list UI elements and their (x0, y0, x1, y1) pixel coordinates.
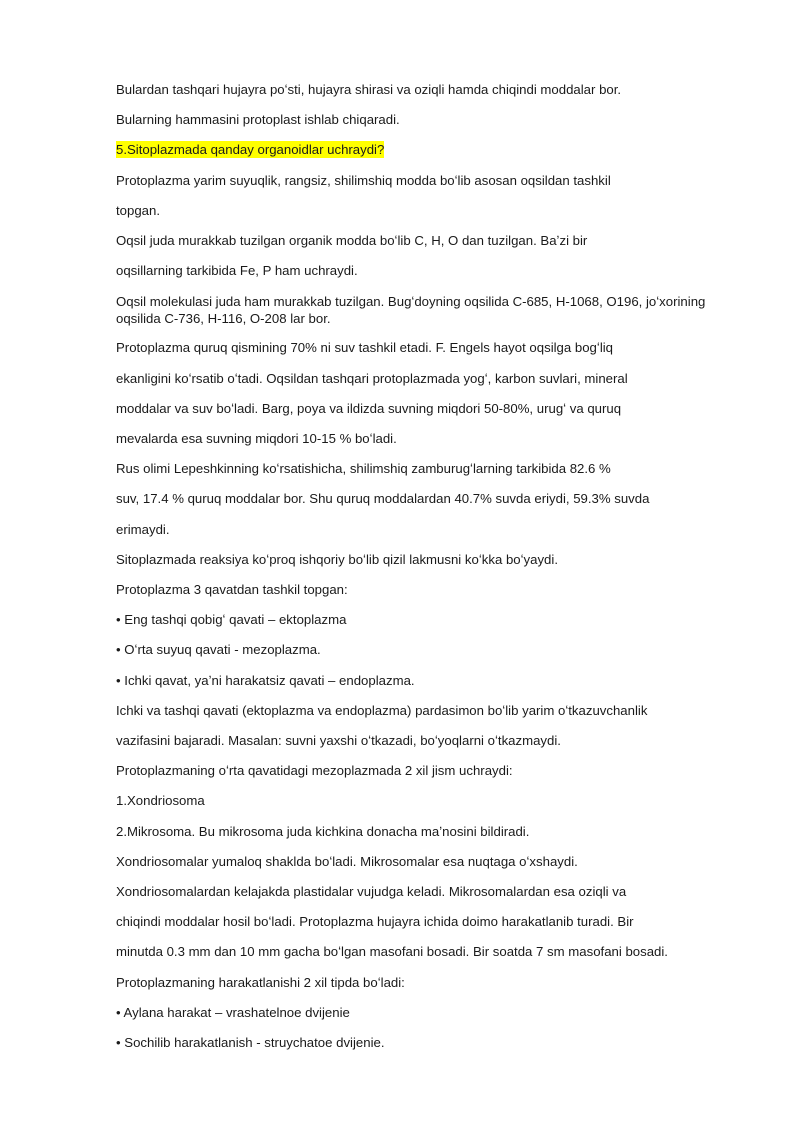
text-line: Protoplazma 3 qavatdan tashkil topgan: (116, 582, 348, 598)
numbered-item: 1.Xondriosoma (116, 793, 205, 809)
highlighted-text: 5.Sitoplazmada qanday organoidlar uchraydi? (116, 142, 385, 158)
text-line: Ichki va tashqi qavati (ektoplazma va endoplazma) pardasimon boʻlib yarim oʻtkazuvchanlik (116, 702, 648, 718)
text-line: Sitoplazmada reaksiya koʻproq ishqoriy boʻlib qizil lakmusni koʻkka boʻyaydi. (116, 551, 558, 567)
text-line: Protoplazma quruq qismining 70% ni suv tashkil etadi. F. Engels hayot oqsilga bogʻliq (116, 340, 614, 356)
text-line: minutda 0.3 mm dan 10 mm gacha boʻlgan masofani bosadi. Bir soatda 7 sm masofani bosadi. (116, 944, 668, 960)
text-line: Oqsil juda murakkab tuzilgan organik modda boʻlib C, H, O dan tuzilgan. Baʼzi bir (116, 233, 588, 249)
text-line: ekanligini koʻrsatib oʻtadi. Oqsildan tashqari protoplazmada yogʻ, karbon suvlari, mineral (116, 370, 628, 386)
text-line: suv, 17.4 % quruq moddalar bor. Shu quruq moddalardan 40.7% suvda eriydi, 59.3% suvda (116, 491, 650, 507)
bullet-item: • Ichki qavat, yaʼni harakatsiz qavati – endoplazma. (116, 672, 415, 688)
question-heading (116, 135, 740, 165)
numbered-item: 2.Mikrosoma. Bu mikrosoma juda kichkina donacha maʼnosini bildiradi. (116, 823, 530, 839)
text-line: moddalar va suv boʻladi. Barg, poya va ildizda suvning miqdori 50-80%, urugʻ va quruq (116, 400, 622, 416)
text-line: vazifasini bajaradi. Masalan: suvni yaxshi oʻtkazadi, boʻyoqlarni oʻtkazmaydi. (116, 733, 561, 749)
text-line: Protoplazmaning harakatlanishi 2 xil tipda boʻladi: (116, 974, 405, 990)
text-paragraph: Oqsil molekulasi juda ham murakkab tuzilgan. Bugʻdoyning oqsilida C-685, H-1068, O196, joʻxorining oqsilida C-736, H-116, O-208 lar bor. (116, 294, 706, 327)
text-line: Rus olimi Lepeshkinning koʻrsatishicha, shilimshiq zamburugʻlarning tarkibida 82.6 % (116, 461, 611, 477)
bullet-item: • Sochilib harakatlanish - struychatoe dvijenie. (116, 1035, 385, 1051)
text-line: topgan. (116, 202, 160, 218)
text-line: mevalarda esa suvning miqdori 10-15 % boʻladi. (116, 431, 397, 447)
bullet-item: • Aylana harakat – vrashatelnoe dvijenie (116, 1004, 350, 1020)
text-line: Bularning hammasini protoplast ishlab chiqaradi. (116, 112, 400, 128)
bullet-item: • Oʻrta suyuq qavati - mezoplazma. (116, 642, 321, 658)
text-line: erimaydi. (116, 521, 170, 537)
text-line: oqsillarning tarkibida Fe, P ham uchraydi. (116, 263, 358, 279)
text-line: Bulardan tashqari hujayra poʻsti, hujayra shirasi va oziqli hamda chiqindi moddalar bor. (116, 82, 622, 97)
text-line: Protoplazmaning oʻrta qavatidagi mezoplazmada 2 xil jism uchraydi: (116, 763, 513, 779)
bullet-item: • Eng tashqi qobigʻ qavati – ektoplazma (116, 612, 347, 628)
text-line: chiqindi moddalar hosil boʻladi. Protoplazma hujayra ichida doimo harakatlanib turadi. Bir (116, 914, 634, 930)
text-line: Protoplazma yarim suyuqlik, rangsiz, shilimshiq modda boʻlib asosan oqsildan tashkil (116, 172, 611, 188)
text-line: Xondriosomalardan kelajakda plastidalar vujudga keladi. Mikrosomalardan esa oziqli va (116, 884, 627, 900)
text-line: Xondriosomalar yumaloq shaklda boʻladi. Mikrosomalar esa nuqtaga oʻxshaydi. (116, 853, 578, 869)
